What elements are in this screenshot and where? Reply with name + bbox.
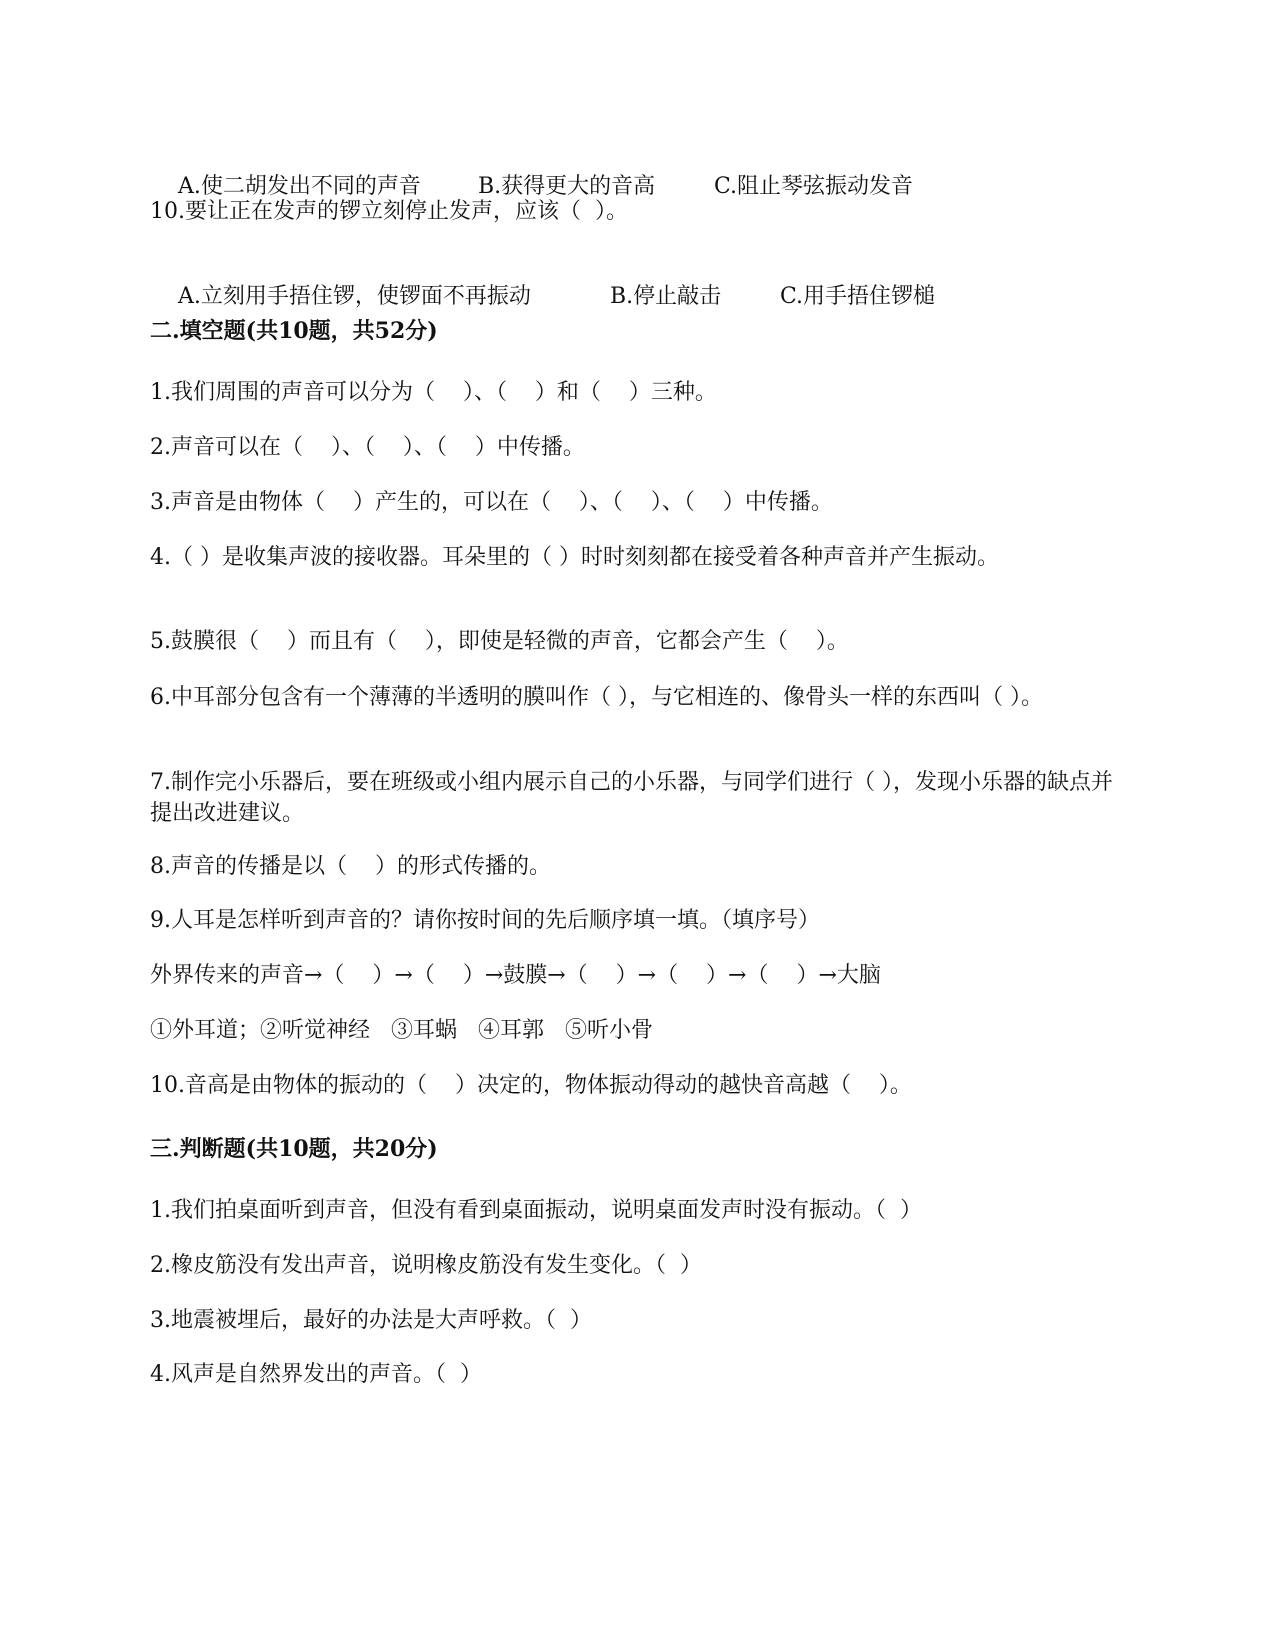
mc-q10-option-b: B.停止敲击 [609, 284, 722, 309]
mc-q10-option-a: A.立刻用手捂住锣，使锣面不再振动 [177, 284, 531, 309]
fill-q8: 8.声音的传播是以（ ）的形式传播的。 [150, 854, 551, 879]
fill-q9-choices: ①外耳道；②听觉神经 ③耳蜗 ④耳郭 ⑤听小骨 [150, 1018, 653, 1043]
fill-q2: 2.声音可以在（ ）、（ ）、（ ）中传播。 [150, 435, 585, 460]
fill-q1: 1.我们周围的声音可以分为（ ）、（ ）和（ ）三种。 [150, 380, 717, 405]
fill-q7: 7.制作完小乐器后，要在班级或小组内展示自己的小乐器，与同学们进行（ ），发现小乐器的缺点并提出改进建议。 [150, 770, 1113, 826]
mc-q9-option-b: B.获得更大的音高 [477, 174, 656, 199]
mc-q10-stem: 10.要让正在发声的锣立刻停止发声，应该（ ）。 [150, 199, 628, 224]
section-3-title: 三.判断题(共10题，共20分) [150, 1136, 438, 1162]
fill-q6: 6.中耳部分包含有一个薄薄的半透明的膜叫作（ ），与它相连的、像骨头一样的东西叫（ ）。 [150, 685, 1043, 710]
judge-q2: 2.橡皮筋没有发出声音，说明橡皮筋没有发生变化。（ ） [150, 1253, 702, 1278]
fill-q5: 5.鼓膜很（ ）而且有（ ），即使是轻微的声音，它都会产生（ ）。 [150, 629, 849, 654]
fill-q9-chain: 外界传来的声音→（ ）→（ ）→鼓膜→（ ）→（ ）→（ ）→大脑 [150, 963, 881, 988]
mc-q9-option-a: A.使二胡发出不同的声音 [177, 174, 421, 199]
fill-q10: 10.音高是由物体的振动的（ ）决定的，物体振动得动的越快音高越（ ）。 [150, 1073, 912, 1098]
fill-q3: 3.声音是由物体（ ）产生的，可以在（ ）、（ ）、（ ）中传播。 [150, 490, 833, 515]
mc-q9-option-c: C.阻止琴弦振动发音 [713, 174, 914, 199]
fill-q9: 9.人耳是怎样听到声音的？请你按时间的先后顺序填一填。（填序号） [150, 908, 820, 933]
judge-q4: 4.风声是自然界发出的声音。（ ） [150, 1362, 482, 1387]
judge-q3: 3.地震被埋后，最好的办法是大声呼救。（ ） [150, 1308, 592, 1333]
mc-q10-option-c: C.用手捂住锣槌 [779, 284, 936, 309]
fill-q4: 4.（ ）是收集声波的接收器。耳朵里的（ ）时时刻刻都在接受着各种声音并产生振动。 [150, 545, 999, 570]
judge-q1: 1.我们拍桌面听到声音，但没有看到桌面振动，说明桌面发声时没有振动。（ ） [150, 1198, 922, 1223]
section-2-title: 二.填空题(共10题，共52分) [150, 318, 438, 344]
